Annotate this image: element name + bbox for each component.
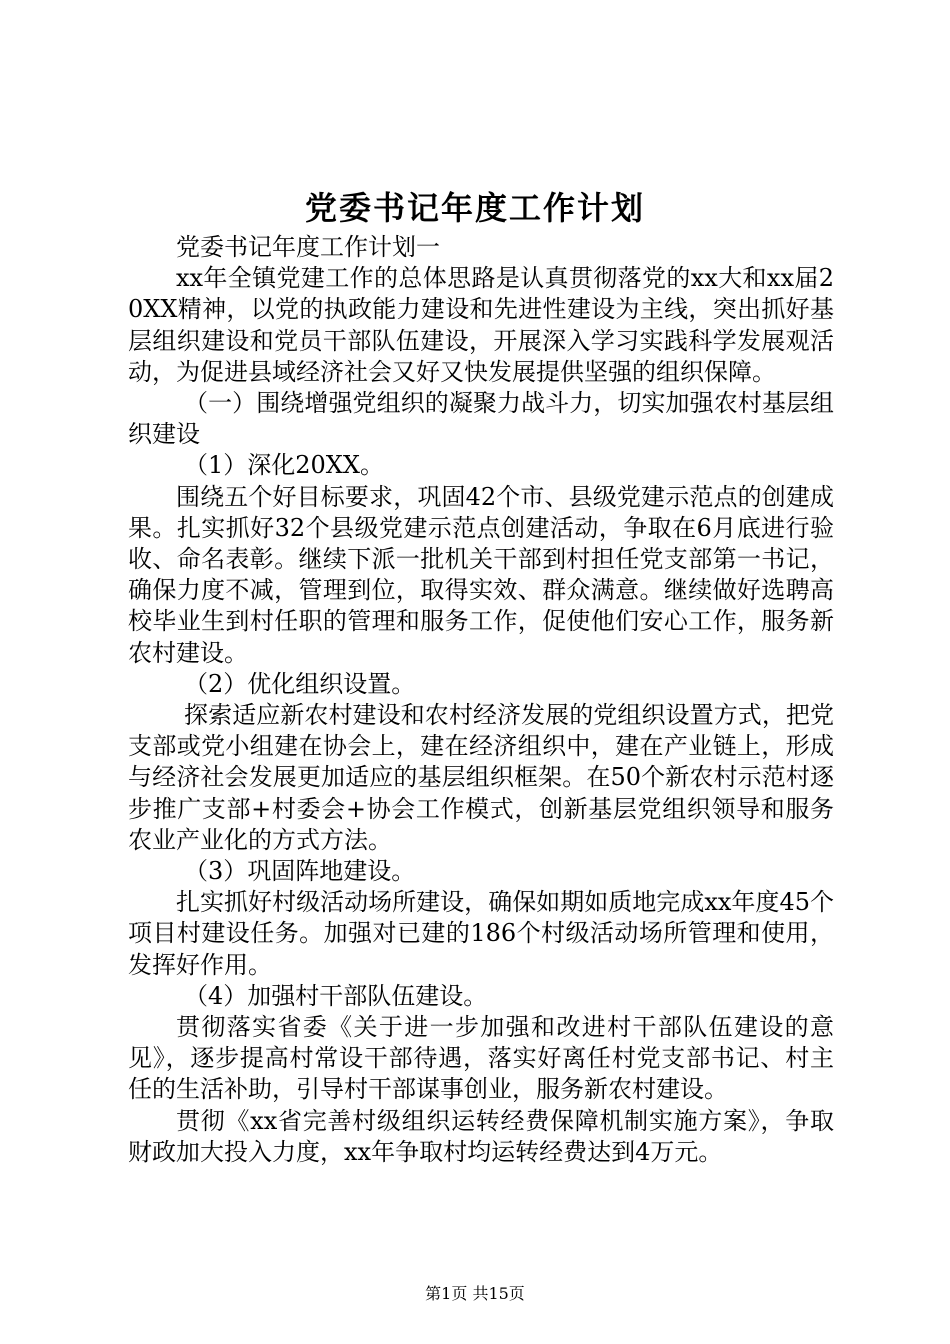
subsection-heading: （1）深化20XX。 bbox=[184, 451, 384, 480]
paragraph: 贯彻《xx省完善村级组织运转经费保障机制实施方案》，争取财政加大投入力度，xx年争取村均运转经费达到4万元。 bbox=[128, 1106, 834, 1166]
paragraph: 党委书记年度工作计划一 bbox=[176, 233, 440, 261]
subsection-heading: （4）加强村干部队伍建设。 bbox=[184, 981, 488, 1010]
section-heading: （一）围绕增强党组织的凝聚力战斗力，切实加强农村基层组织建设 bbox=[128, 389, 834, 449]
subsection-heading: （3）巩固阵地建设。 bbox=[184, 857, 416, 886]
document-title: 党委书记年度工作计划 bbox=[304, 189, 645, 227]
paragraph: xx年全镇党建工作的总体思路是认真贯彻落党的xx大和xx届20XX精神，以党的执政能力建设和先进性建设为主线，突出抓好基层组织建设和党员干部队伍建设，开展深入学习实践科学发展观活动，为促进县域经济社会又好又快发展提供坚强的组织保障。 bbox=[128, 264, 834, 386]
paragraph: 探索适应新农村建设和农村经济发展的党组织设置方式，把党支部或党小组建在协会上，建在经济组织中，建在产业链上，形成与经济社会发展更加适应的基层组织框架。在50个新农村示范村逐步推广支部+村委会+协会工作模式，创新基层党组织领导和服务农业产业化的方式方法。 bbox=[128, 701, 834, 854]
paragraph: 贯彻落实省委《关于进一步加强和改进村干部队伍建设的意见》，逐步提高村常设干部待遇，落实好离任村党支部书记、村主任的生活补助，引导村干部谋事创业，服务新农村建设。 bbox=[128, 1013, 834, 1104]
document-body bbox=[128, 232, 834, 1168]
paragraph: 扎实抓好村级活动场所建设，确保如期如质地完成xx年度45个项目村建设任务。加强对已建的186个村级活动场所管理和使用，发挥好作用。 bbox=[128, 888, 834, 979]
page-number-footer: 第1页 共15页 bbox=[425, 1284, 525, 1303]
subsection-heading: （2）优化组织设置。 bbox=[184, 669, 416, 698]
paragraph: 围绕五个好目标要求，巩固42个市、县级党建示范点的创建成果。扎实抓好32个县级党建示范点创建活动，争取在6月底进行验收、命名表彰。继续下派一批机关干部到村担任党支部第一书记，确保力度不减，管理到位，取得实效、群众满意。继续做好选聘高校毕业生到村任职的管理和服务工作，促使他们安心工作，服务新农村建设。 bbox=[128, 482, 834, 667]
